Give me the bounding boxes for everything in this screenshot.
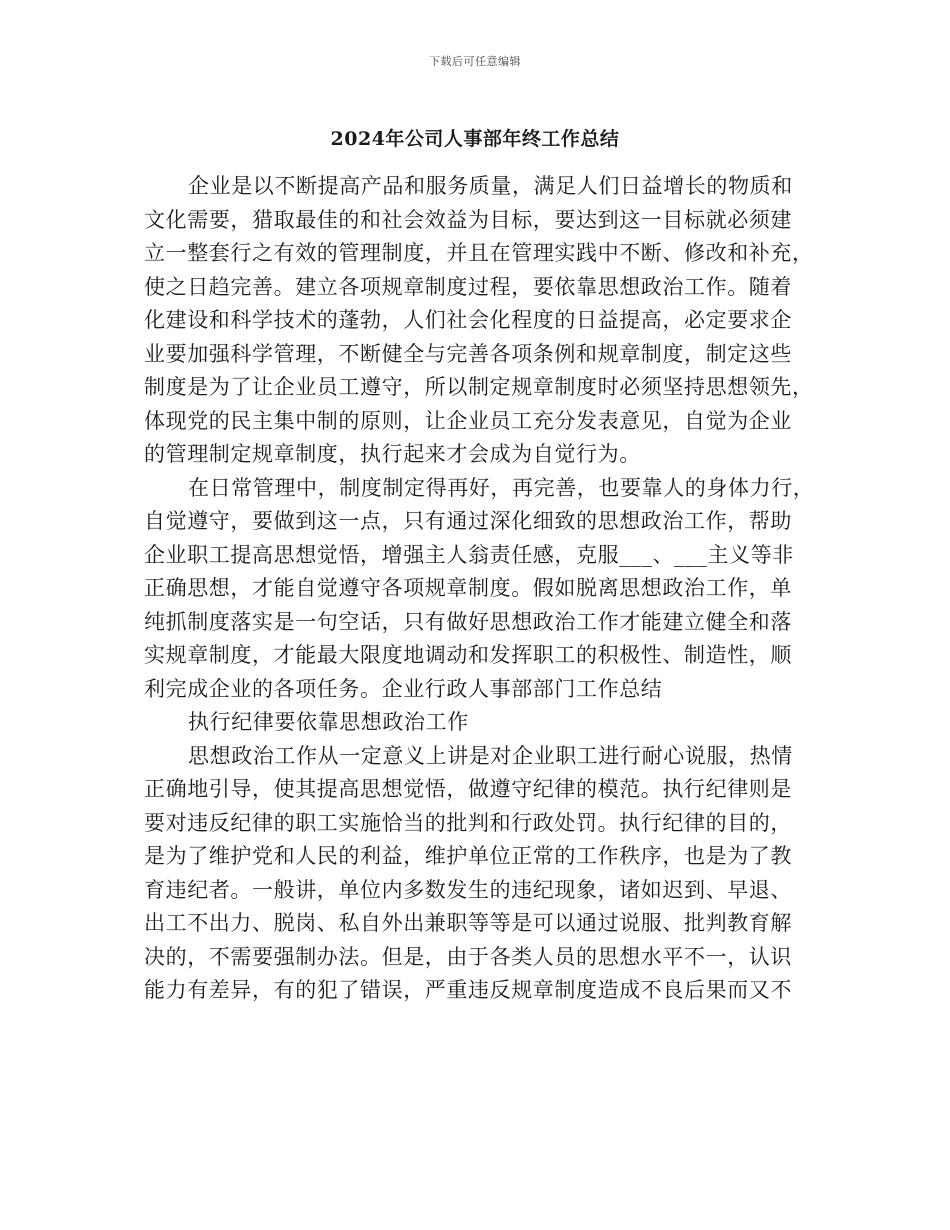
- document-body: [144, 170, 820, 1008]
- text-line: 自觉遵守，要做到这一点，只有通过深化细致的思想政治工作，帮助: [144, 509, 792, 533]
- text-line: 立一整套行之有效的管理制度，并且在管理实践中不断、修改和补充，: [144, 241, 814, 265]
- text-line: 使之日趋完善。建立各项规章制度过程，要依靠思想政治工作。随着: [144, 274, 792, 299]
- text-line: 利完成企业的各项任务。企业行政人事部部门工作总结: [144, 676, 663, 701]
- text-line: 实规章制度，才能最大限度地调动和发挥职工的积极性、制造性，顺: [144, 643, 792, 667]
- text-line: 制度是为了让企业员工遵守，所以制定规章制度时必须坚持思想领先，: [144, 375, 814, 399]
- text-line: 要对违反纪律的职工实施恰当的批判和行政处罚。执行纪律的目的，: [144, 810, 792, 835]
- text-line: 执行纪律要依靠思想政治工作: [188, 710, 469, 734]
- text-line: 纯抓制度落实是一句空话，只有做好思想政治工作才能建立健全和落: [144, 609, 792, 634]
- text-line: 是为了维护党和人民的利益，维护单位正常的工作秩序，也是为了教: [144, 844, 792, 868]
- text-line: 的管理制定规章制度，执行起来才会成为自觉行为。: [144, 442, 641, 466]
- text-line: 育违纪者。一般讲，单位内多数发生的违纪现象，诸如迟到、早退、: [144, 877, 792, 902]
- header-note: 下载后可任意编辑: [429, 55, 521, 68]
- text-line: 正确地引导，使其提高思想觉悟，做遵守纪律的模范。执行纪律则是: [144, 777, 792, 801]
- text-line: 业要加强科学管理，不断健全与完善各项条例和规章制度，制定这些: [144, 341, 792, 366]
- text-line: 体现党的民主集中制的原则，让企业员工充分发表意见，自觉为企业: [144, 408, 792, 433]
- text-line: 化建设和科学技术的蓬勃，人们社会化程度的日益提高，必定要求企: [144, 308, 792, 332]
- text-line: 能力有差异，有的犯了错误，严重违反规章制度造成不良后果而又不: [144, 978, 792, 1002]
- text-line: 思想政治工作从一定意义上讲是对企业职工进行耐心说服，热情: [188, 743, 793, 768]
- text-line: 出工不出力、脱岗、私自外出兼职等等是可以通过说服、批判教育解: [144, 911, 792, 935]
- text-line: 企业职工提高思想觉悟，增强主人翁责任感，克服___、___主义等非: [144, 542, 794, 567]
- text-line: 文化需要，猎取最佳的和社会效益为目标，要达到这一目标就必须建: [144, 207, 792, 232]
- text-line: 决的，不需要强制办法。但是，由于各类人员的思想水平不一，认识: [144, 944, 792, 969]
- text-line: 正确思想，才能自觉遵守各项规章制度。假如脱离思想政治工作，单: [144, 576, 792, 600]
- text-line: 在日常管理中，制度制定得再好，再完善，也要靠人的身体力行，: [188, 475, 815, 500]
- text-line: 企业是以不断提高产品和服务质量，满足人们日益增长的物质和: [188, 174, 793, 198]
- document-title: 2024年公司人事部年终工作总结: [330, 128, 620, 150]
